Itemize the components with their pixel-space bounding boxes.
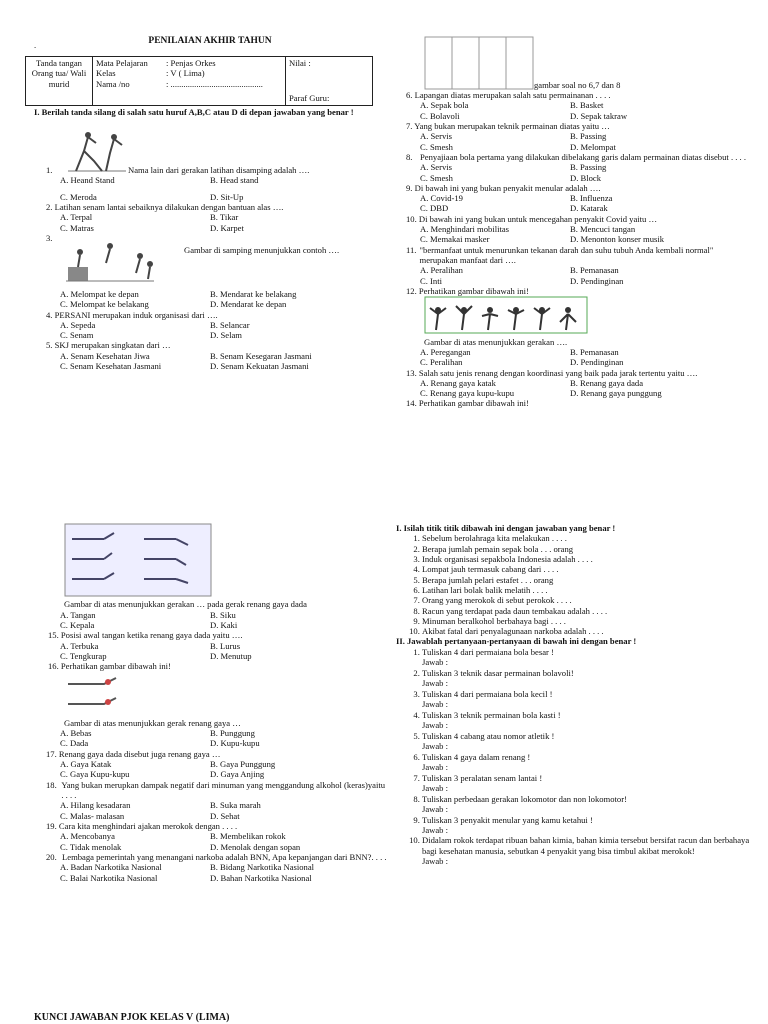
question-8 [406, 152, 751, 162]
answer-label: Jawab : [422, 657, 449, 668]
options-20 [34, 862, 389, 883]
option-b[interactable]: B. Pemanasan [570, 346, 619, 357]
sign-cell: Tanda tangan Orang tua/ Wali murid [26, 57, 93, 106]
page-title: PENILAIAN AKHIR TAHUN [148, 36, 272, 46]
option-b[interactable]: B. Lurus [210, 640, 241, 651]
question-text: Cara kita menghindari ajakan merokok dengan . . . . [58, 820, 238, 831]
options-9 [406, 193, 751, 214]
fill-item: 3. Induk organisasi sepakbola Indonesia adalah . . . . [422, 554, 751, 564]
option-d[interactable]: D. Kaki [210, 619, 238, 630]
option-d[interactable]: D. Karpet [210, 222, 244, 233]
options-18 [34, 800, 389, 821]
option-c[interactable]: C. Senam [60, 330, 94, 341]
question-number: 4. [46, 309, 53, 320]
q12-caption: Gambar di atas menunjukkan gerakan …. [424, 336, 568, 347]
question-3 [34, 233, 386, 283]
option-c[interactable]: C. Memakai masker [420, 234, 490, 245]
option-c[interactable]: C. Kepala [60, 619, 95, 630]
question-number: 2. [46, 201, 53, 212]
question-2 [34, 202, 386, 212]
option-d[interactable]: D. Menutup [210, 650, 252, 661]
fill-item: 10. Akibat fatal dari penyalagunaan narkoba adalah . . . . [422, 626, 751, 636]
essay-item [422, 710, 751, 731]
question-text: Di bawah ini yang bukan penyakit menular adalah …. [414, 182, 601, 193]
essay-question: 7. Tuliskan 3 peralatan senam lantai ! [422, 772, 543, 783]
option-a[interactable]: A. Covid-19 [420, 193, 463, 204]
handstand-illustration [66, 131, 128, 175]
question-number: 20. [46, 851, 57, 862]
option-a[interactable]: A. Bebas [60, 728, 92, 739]
option-c[interactable]: C. Inti [420, 275, 442, 286]
mcq-left-bottom [34, 523, 389, 883]
question-number: 6. [406, 90, 413, 100]
essay-question: 4. Tuliskan 3 teknik permainan bola kasti ! [422, 709, 561, 720]
paraf-label: Paraf Guru: [289, 92, 330, 103]
option-b[interactable]: B. Pemanasan [570, 265, 619, 276]
option-b[interactable]: B. Mendarat ke belakang [210, 288, 297, 299]
question-text: PERSANI merupakan induk organisasi dari …. [54, 309, 218, 320]
essay-item [422, 668, 751, 689]
option-d[interactable]: D. Sit-Up [210, 191, 244, 202]
dot-mark: . [34, 40, 37, 50]
answer-label: Jawab : [422, 699, 449, 710]
answer-key-title: KUNCI JAWABAN PJOK KELAS V (LIMA) [34, 1012, 230, 1023]
option-c[interactable]: C. Senam Kesehatan Jasmani [60, 361, 162, 372]
option-d[interactable]: D. Sepak takraw [570, 110, 628, 121]
question-13 [406, 368, 751, 378]
options-16 [34, 728, 389, 749]
question-20 [34, 852, 389, 862]
answer-label: Jawab : [422, 762, 449, 773]
student-info-cell [93, 57, 286, 106]
option-c[interactable]: C. Meroda [60, 191, 97, 202]
question-number: 7. [406, 120, 413, 131]
options-5 [34, 351, 386, 372]
options-2 [34, 212, 386, 233]
option-a[interactable]: A. Badan Narkotika Nasional [60, 862, 162, 873]
options-4 [34, 320, 386, 341]
option-a[interactable]: A. Hilang kesadaran [60, 800, 131, 811]
option-b[interactable]: B. Gaya Punggung [210, 759, 276, 770]
mcq-right-top [406, 36, 751, 409]
essay-item [422, 773, 751, 794]
fill-item: 8. Racun yang terdapat pada daun tembakau adalah . . . . [422, 606, 751, 616]
answer-label: Jawab : [422, 804, 449, 815]
question-5 [34, 340, 386, 350]
option-a[interactable]: A. Servis [420, 162, 452, 173]
question-10 [406, 214, 751, 224]
question-number: 3. [46, 232, 53, 243]
option-c[interactable]: C. Bolavoli [420, 110, 460, 121]
question-number: 9. [406, 182, 413, 193]
option-b[interactable]: B. Bidang Narkotika Nasional [210, 862, 315, 873]
option-c[interactable]: C. Dada [60, 738, 89, 749]
essay-question: 2. Tuliskan 3 teknik dasar permainan bolavoli! [422, 667, 574, 678]
option-a[interactable]: A. Sepak bola [420, 100, 469, 111]
option-b[interactable]: B. Influenza [570, 193, 613, 204]
option-d[interactable]: D. Katarak [570, 203, 608, 214]
question-number: 18. [46, 779, 57, 790]
jump-illustration [66, 233, 156, 283]
option-d[interactable]: D. Senam Kekuatan Jasmani [210, 361, 309, 372]
fill-list [396, 533, 751, 636]
option-a[interactable]: A. Menghindari mobilitas [420, 224, 510, 235]
question-12 [406, 286, 751, 296]
option-c[interactable]: C. Smesh [420, 141, 453, 152]
q16-caption: Gambar di atas menunjukkan gerak renang gaya … [64, 717, 241, 728]
question-text: Gambar di samping menunjukkan contoh …. [184, 244, 340, 255]
option-d[interactable]: D. Bahan Narkotika Nasional [210, 872, 312, 883]
answer-label: Jawab : [422, 824, 449, 835]
essay-question: 1. Tuliskan 4 dari permaiana bola besar ! [422, 646, 554, 657]
essay-list [396, 647, 751, 867]
option-b[interactable]: B. Membelikan rokok [210, 831, 286, 842]
stretch-figure [406, 296, 751, 336]
stretching-illustration [424, 296, 588, 334]
options-11 [406, 265, 751, 286]
option-d[interactable]: D. Menonton konser musik [570, 234, 665, 245]
question-number: 15. [48, 630, 59, 641]
option-a[interactable]: A. Gaya Katak [60, 759, 112, 770]
option-b[interactable]: B. Renang gaya dada [570, 377, 644, 388]
option-c[interactable]: C. Renang gaya kupu-kupu [420, 388, 515, 399]
option-c[interactable]: C. Malas- malasan [60, 810, 125, 821]
options-14 [34, 610, 389, 631]
question-number: 5. [46, 340, 53, 351]
option-d[interactable]: D. Melompat [570, 141, 616, 152]
score-cell [286, 57, 373, 106]
mcq-left-top [34, 107, 386, 371]
nilai-label: Nilai : [289, 58, 311, 68]
question-text: Latihan senam lantai sebaiknya dilakukan dengan bantuan alas …. [54, 201, 284, 212]
question-text: Perhatikan gambar dibawah ini! [60, 661, 171, 672]
option-a[interactable]: A. Senam Kesehatan Jiwa [60, 350, 150, 361]
question-number: 19. [46, 820, 57, 831]
option-b[interactable]: B. Basket [570, 100, 604, 111]
fill-item: 4. Lompat jauh termasuk cabang dari . . . . [422, 564, 751, 574]
option-d[interactable]: D. Kupu-kupu [210, 738, 260, 749]
swimmer-illustration [64, 672, 148, 716]
options-12 [406, 347, 751, 368]
option-a[interactable]: A. Mencobanya [60, 831, 115, 842]
question-18 [34, 780, 389, 801]
option-b[interactable]: B. Selancar [210, 319, 250, 330]
question-number: 10. [406, 213, 417, 224]
question-9 [406, 183, 751, 193]
option-c[interactable]: C. Gaya Kupu-kupu [60, 769, 130, 780]
fill-item: 2. Berapa jumlah pemain sepak bola . . . orang [422, 544, 751, 554]
question-number: 13. [406, 367, 417, 378]
q14-caption: Gambar di atas menunjukkan gerakan … pada gerak renang gaya dada [64, 599, 307, 610]
fill-item: 7. Orang yang merokok di sebut perokok . . . . [422, 595, 751, 605]
option-b[interactable]: B. Punggung [210, 728, 255, 739]
essay-item [422, 647, 751, 668]
essay-question: 5. Tuliskan 4 cabang atau nomor atletik ! [422, 730, 555, 741]
option-b[interactable]: B. Mencuci tangan [570, 224, 636, 235]
question-text: Salah satu jenis renang dengan koordinasi yang baik pada jarak tertentu yaitu …. [418, 367, 698, 378]
fill-and-essay [396, 523, 751, 867]
question-text: Renang gaya dada disebut juga renang gaya … [58, 748, 221, 759]
question-19 [34, 821, 389, 831]
question-1 [34, 131, 386, 175]
essay-item [422, 794, 751, 815]
question-4 [34, 310, 386, 320]
answer-label: Jawab : [422, 720, 449, 731]
identity-table [25, 56, 373, 106]
option-a[interactable]: A. Servis [420, 131, 452, 142]
option-c[interactable]: C. Matras [60, 222, 94, 233]
options-7 [406, 131, 751, 152]
essay-item [422, 689, 751, 710]
options-1 [34, 175, 386, 185]
mapel-label: Mata Pelajaran [96, 58, 148, 68]
question-text: Posisi awal tangan ketika renang gaya dada yaitu …. [60, 630, 243, 641]
option-c[interactable]: C. Melompat ke belakang [60, 299, 149, 310]
essay-item [422, 835, 751, 866]
kelas-label: Kelas [96, 68, 116, 79]
answer-label: Jawab : [422, 856, 449, 867]
option-a[interactable]: A. Heand Stand [60, 175, 115, 186]
question-17 [34, 749, 389, 759]
option-a[interactable]: A. Terbuka [60, 640, 99, 651]
fill-item: 1. Sebelum berolahraga kita melakukan . . . . [422, 533, 751, 543]
swim-figure-2 [34, 672, 389, 718]
question-text: Di bawah ini yang bukan untuk mencegahan penyakit Covid yaitu … [418, 213, 658, 224]
option-c[interactable]: C. DBD [420, 203, 449, 214]
question-text: SKJ merupakan singkatan dari … [54, 340, 171, 351]
question-6 [406, 90, 751, 100]
question-16 [34, 661, 389, 671]
question-text: Perhatikan gambar dibawah ini! [418, 398, 529, 409]
option-a[interactable]: A. Tangan [60, 609, 96, 620]
fill-item: 6. Latihan lari bolak balik melatih . . . . [422, 585, 751, 595]
essay-question: 3. Tuliskan 4 dari permaiana bola kecil ! [422, 688, 553, 699]
question-number: 17. [46, 748, 57, 759]
fill-item: 5. Berapa jumlah pelari estafet . . . orang [422, 575, 751, 585]
option-d[interactable]: D. Renang gaya punggung [570, 388, 662, 399]
option-c[interactable]: C. Peralihan [420, 357, 463, 368]
option-b[interactable]: B. Suka marah [210, 800, 261, 811]
question-15 [34, 630, 389, 640]
question-number: 14. [406, 398, 417, 409]
section1-title: I. Berilah tanda silang di salah satu huruf A,B,C atau D di depan jawaban yang benar ! [34, 107, 354, 117]
question-number: 16. [48, 661, 59, 672]
options-10 [406, 224, 751, 245]
options-15 [34, 641, 389, 662]
option-d[interactable]: D. Mendarat ke depan [210, 299, 287, 310]
essay-item [422, 731, 751, 752]
option-b[interactable]: B. Siku [210, 609, 236, 620]
question-text: "bermanfaat untuk menurunkan tekanan darah dan suhu tubuh Anda kembali normal" merupakan manfaat dari …. [419, 244, 714, 265]
option-c[interactable]: C. Tengkurap [60, 650, 107, 661]
option-b[interactable]: B. Senam Kesegaran Jasmani [210, 350, 312, 361]
option-c[interactable]: C. Tidak menolak [60, 841, 122, 852]
fill-section-title: I. Isilah titik titik dibawah ini dengan jawaban yang benar ! [396, 523, 616, 533]
option-c[interactable]: C. Smesh [420, 172, 453, 183]
court-illustration [424, 36, 534, 90]
swim-figure-1 [34, 523, 389, 599]
question-number: 11. [406, 244, 417, 255]
option-a[interactable]: A. Sepeda [60, 319, 96, 330]
question-text: Lembaga pemerintah yang menangani narkoba adalah BNN, Apa kepanjangan dari BNN?. . . . [62, 851, 387, 862]
options-3 [34, 289, 386, 310]
option-d[interactable]: D. Pendinginan [570, 357, 624, 368]
option-a[interactable]: A. Melompat ke depan [60, 288, 139, 299]
court-caption: gambar soal no 6,7 dan 8 [534, 79, 621, 90]
option-d[interactable]: D. Block [570, 172, 602, 183]
essay-question: 9. Tuliskan 3 penyakit menular yang kamu ketahui ! [422, 814, 593, 825]
kelas-value: : V ( Lima) [166, 68, 205, 79]
nama-value: : ........................................... [166, 78, 263, 89]
options-6 [406, 100, 751, 121]
option-d[interactable]: D. Pendinginan [570, 275, 624, 286]
options-13 [406, 378, 751, 399]
question-number: 1. [46, 165, 53, 175]
options-17 [34, 759, 389, 780]
question-text: Yang bukan merupakan teknik permainan diatas yaitu … [414, 120, 610, 131]
option-b[interactable]: B. Passing [570, 131, 607, 142]
fill-item: 9. Minuman beralkohol berbahaya bagi . . . . [422, 616, 751, 626]
essay-item [422, 752, 751, 773]
question-text: Yang bukan merupkan dampak negatif dari minuman yang menggandung alkohol (keras)yaitu . . . . [61, 779, 386, 800]
answer-label: Jawab : [422, 741, 449, 752]
option-b[interactable]: B. Head stand [210, 175, 259, 186]
option-d[interactable]: D. Sehat [210, 810, 240, 821]
court-figure [406, 36, 751, 90]
essay-question: 6. Tuliskan 4 gaya dalam renang ! [422, 751, 531, 762]
option-b[interactable]: B. Passing [570, 162, 607, 173]
option-d[interactable]: D. Selam [210, 330, 242, 341]
essay-section-title: II. Jawablah pertanyaan-pertanyaan di bawah ini dengan benar ! [396, 636, 637, 647]
answer-label: Jawab : [422, 678, 449, 689]
option-c[interactable]: C. Balai Narkotika Nasional [60, 872, 158, 883]
option-a[interactable]: A. Peregangan [420, 346, 471, 357]
breaststroke-illustration [64, 523, 212, 597]
essay-question: 10. Didalam rokok terdapat ribuan bahan kimia, bahan kimia tersebut bersifat racun dan berbahaya bagi kesehatan manusia, sebutkan 4 penyakit yang bisa timbul akibat merokok! [422, 835, 750, 856]
option-b[interactable]: B. Tikar [210, 212, 239, 223]
question-14 [406, 398, 751, 408]
essay-question: 8. Tuliskan perbedaan gerakan lokomotor dan non lokomotor! [422, 793, 627, 804]
options-19 [34, 831, 389, 852]
question-text: Perhatikan gambar dibawah ini! [418, 285, 529, 296]
question-text: Nama lain dari gerakan latihan disamping adalah …. [128, 165, 310, 175]
answer-label: Jawab : [422, 783, 449, 794]
option-a[interactable]: A. Peralihan [420, 265, 463, 276]
question-7 [406, 121, 751, 131]
option-a[interactable]: A. Renang gaya katak [420, 377, 496, 388]
question-11 [406, 245, 751, 266]
question-number: 8. [406, 151, 413, 162]
option-d[interactable]: D. Menolak dengan sopan [210, 841, 301, 852]
question-number: 12. [406, 285, 417, 296]
option-d[interactable]: D. Gaya Anjing [210, 769, 265, 780]
options-1b [34, 192, 386, 202]
question-text: Penyajiaan bola pertama yang dilakukan dibelakang garis dalam permainan diatas disebut . . . . [420, 151, 746, 162]
option-a[interactable]: A. Terpal [60, 212, 93, 223]
options-8 [406, 162, 751, 183]
essay-item [422, 815, 751, 836]
question-text: Lapangan diatas merupakan salah satu permainanan . . . . [414, 90, 611, 100]
mapel-value: : Penjas Orkes [166, 58, 216, 68]
nama-label: Nama /no [96, 78, 130, 89]
